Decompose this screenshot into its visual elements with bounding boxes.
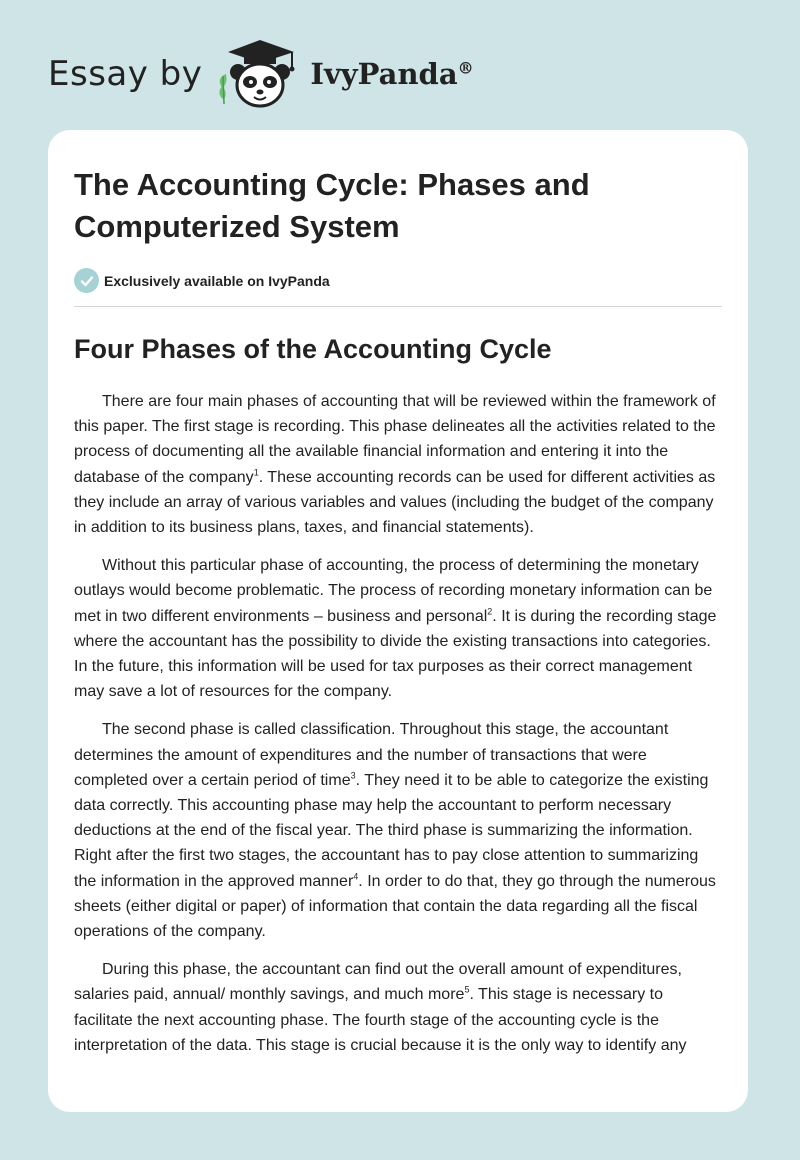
paragraph: There are four main phases of accounting that will be reviewed within the framework of this paper. The first stage is recording. This phase delineates all the activities related to the process of documenting all the available financial information and entering it into the database of the company$^1$. These accounting records can be used for different activities as they include an array of various variables and values (including the budget of the company in addition to its business plans, taxes, and financial statements). — [74, 393, 716, 537]
essay-by-label: Essay by — [48, 54, 203, 94]
paragraph: The second phase is called classification. Throughout this stage, the accountant determines the amount of expenditures and the number of transactions that were completed over a certain period of time$^3$. They need it to be able to categorize the existing data correctly. This accounting phase may help the accountant to perform necessary deductions at the end of the fiscal year. The third phase is summarizing the information. Right after the first two stages, the accountant has to pay close attention to summarizing the information in the approved manner$^4$. In order to do that, they go through the numerous sheets (either digital or paper) of information that contain the data regarding all the fiscal operations of the company. — [74, 721, 716, 941]
paragraph: Without this particular phase of accounting, the process of determining the monetary outlays would become problematic. The process of recording monetary information can be met in two different environments – business and personal$^2$. It is during the recording stage where the accountant has the possibility to divide the existing transactions into categories. In the future, this information will be used for tax purposes as their correct management may save a lot of resources for the company. — [74, 557, 717, 701]
section-heading: Four Phases of the Accounting Cycle — [74, 334, 552, 364]
footnote-ref[interactable]: 4 — [353, 871, 359, 882]
paragraph: During this phase, the accountant can find out the overall amount of expenditures, salaries paid, annual/ monthly savings, and much more$^5$. This stage is necessary to facilitate the next accounting phase. The fourth stage of the accounting cycle is the interpretation of the data. This stage is crucial because it is the only way to identify any — [74, 961, 687, 1054]
footnote-ref[interactable]: 1 — [253, 467, 259, 478]
exclusive-badge-label: Exclusively available on IvyPanda — [104, 272, 330, 289]
panda-graduate-icon — [214, 38, 304, 110]
essay-card — [48, 130, 748, 1112]
footnote-ref[interactable]: 3 — [350, 770, 356, 781]
exclusive-badge — [74, 268, 722, 293]
divider — [74, 306, 722, 307]
footnote-ref[interactable]: 2 — [487, 606, 493, 617]
registered-mark: ® — [457, 58, 474, 78]
footnote-ref[interactable]: 5 — [464, 985, 470, 996]
ivypanda-logo-text[interactable]: IvyPanda® — [310, 57, 474, 91]
site-header — [48, 36, 474, 112]
essay-title: The Accounting Cycle: Phases and Computerized System — [74, 167, 590, 244]
check-icon — [74, 268, 99, 293]
